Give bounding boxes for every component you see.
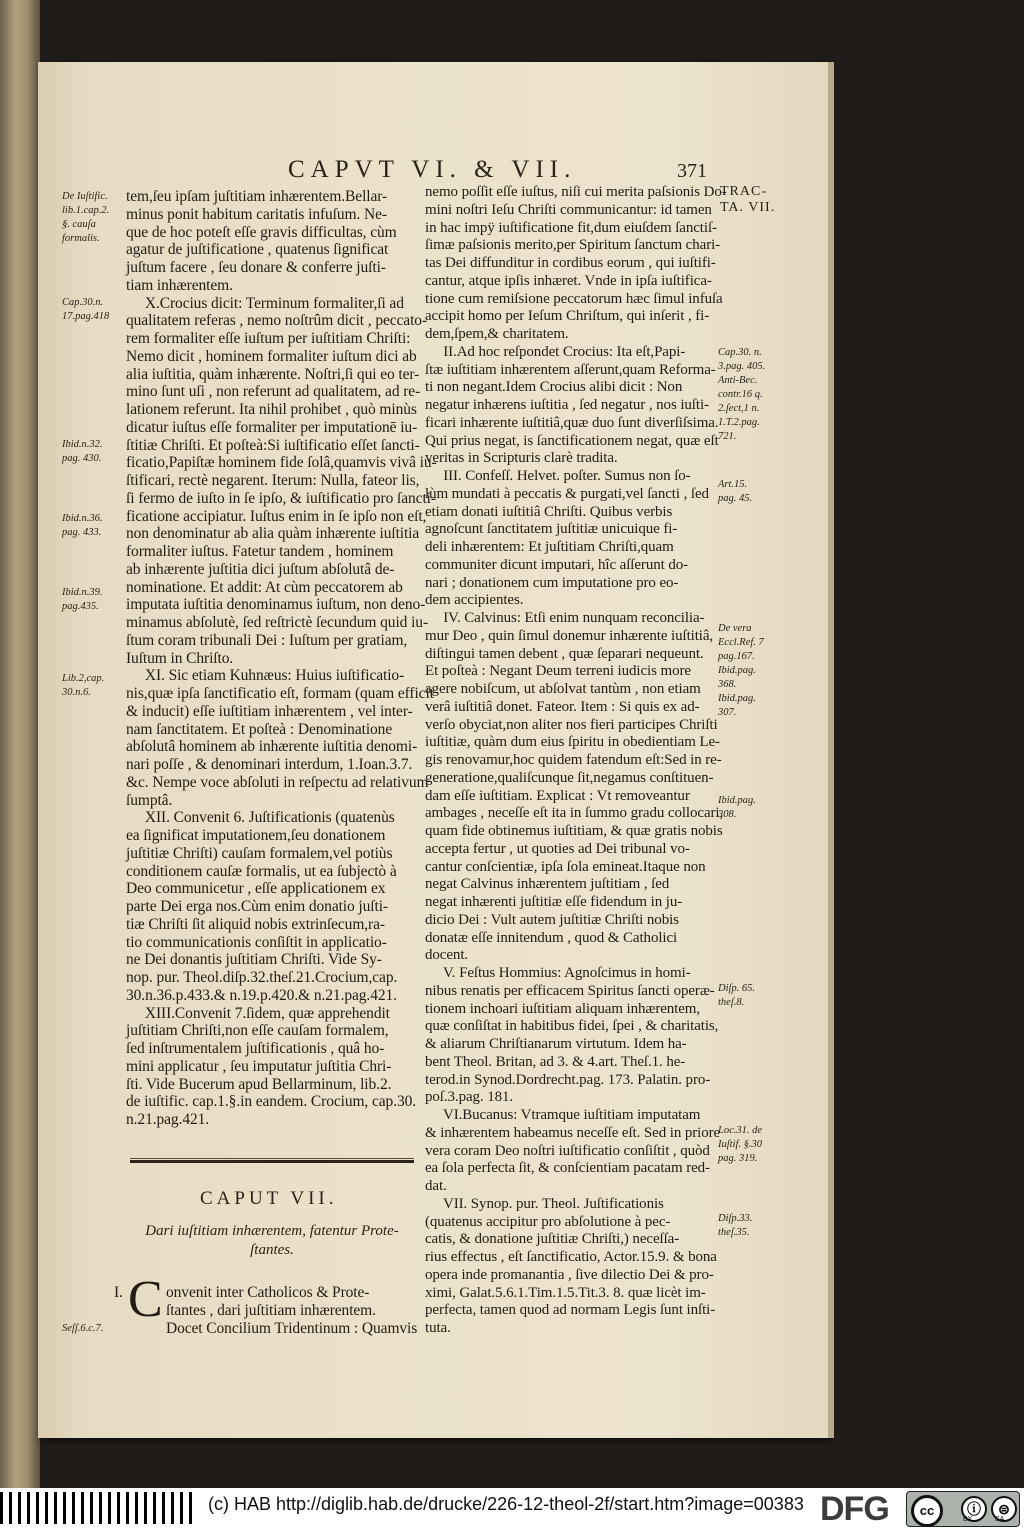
margin-note: Seſſ.6.c.7. [62, 1323, 104, 1334]
margin-note: De vera Eccl.Ref. 7 pag.167. Ibid.pag. 368. Ibid.pag. 307. [718, 623, 764, 718]
page-number: 371 [677, 160, 707, 182]
license-badge[interactable] [906, 1491, 1020, 1527]
margin-note: Ibid.pag. 308. [718, 795, 756, 820]
left-column-text: tem,ſeu ipſam juſtitiam inhærentem.Bellar- minus ponit habitum caritatis infuſum. Ne- que de hoc poteſt eſſe gravis difficultas, cùm agatur de juſtificatione , quatenus ſignificat juſtum facere , ſeu donare & conferre juſti- tiam inhærentem. X.Crocius dicit: Terminum formaliter,ſi ad qualitatem referas , nemo noſtrûm dicit , peccato- rem formaliter eſſe iuſtum per iuſtitiam Chriſti: Nemo dicit , hominem formaliter iuſtum dici ab alia iuſtitia, quàm inhærente. Noſtri,ſi qui eo ter- mino ſunt uſi , non referunt ad qualitatem, ad re- lationem referunt. Ita nihil prohibet , quò minùs dicatur iuſtus eſſe formaliter per imputationē iu- ſtitiæ Chriſti. Et poſteà:Si iuſtificatio eſſet ſancti- ficatio,Papiſtæ hominem fide ſolâ,quamvis vivâ iu- ſtificari, rectè negarent. Iterum: Nulla, fateor lis, ſi fermo de iuſto in ſe ipſo, & iuſtificatio pro ſancti- ficatione accipiatur. Iuſtus enim in ſe ipſo non eſt, non denominatur ab alia quàm inhærente iuſtitia formaliter iuſtus. Fatetur tandem , hominem ab inhærente juſtitia dici juſtum abſolutâ de- nominatione. Et addit: At cùm peccatorem ab imputata iuſtitia denominamus iuſtum, non deno- minamus abſolutè, ſed reſtrictè ſecundum quid iu- ſtum coram tribunali Dei : Iuſtum per gratiam, Iuſtum in Chriſto. XI. Sic etiam Kuhnæus: Huius iuſtificatio- nis,quæ ipſa ſanctificatio eſt, formam (quam efficit & inducit) eſſe iuſtitiam inhærentem , vel inter- nam ſanctitatem. Et poſteà : Denominatione abſolutâ hominem ab inhærente iuſtitia denomi- nari poſſe , & denominari interdum, 1.Ioan.3.7. &c. Nempe voce abſoluti in reſpectu ad relativum ſumptâ. XII. Convenit 6. Juſtificationis (quatenùs ea ſignificat imputationem,ſeu donationem juſtitiæ Chriſti) cauſam formalem,vel potiùs conditionem cauſæ formalis, ut ea ſubjectò à Deo communicetur , eſſe applicationem ex parte Dei erga nos.Cùm enim donatio juſti- tiæ Chriſti ſit aliquid nobis extrinſecum,ra- tio communicationis conſiſtit in applicatio- ne Dei donantis juſtitiam Chriſti. Vide Sy- nop. pur. Theol.diſp.32.theſ.21.Crocium,cap. 30.n.36.p.433.& n.19.p.420.& n.21.pag.421. XIII.Convenit 7.ſidem, quæ apprehendit juſtitiam Chriſti,non eſſe cauſam formalem, ſed inſtrumentalem juſtificationis , quâ ho- mini applicatur , ſeu imputatur juſtitia Chri- ſti. Vide Bucerum apud Bellarminum, lib.2. de iuſtific. cap.1.§.in eandem. Crocium, cap.30. n.21.pag.421. [126, 188, 437, 1128]
margin-note: Lib.2,cap. 30.n.6. [62, 673, 105, 698]
margin-note: Ibid.n.36. pag. 433. [62, 513, 103, 538]
by-label: BY [963, 1516, 973, 1523]
running-header: CAPVT VI. & VII. [288, 156, 577, 183]
margin-note: Cap.30.n. 17.pag.418 [62, 297, 110, 322]
chapter-subtitle: Dari iuſtitiam inhærentem, fatentur Prote- ſtantes. [145, 1223, 399, 1258]
margin-note: Ibid.n.32. pag. 430. [62, 439, 103, 464]
cc-icon: cc [911, 1495, 943, 1527]
by-icon: ⓘ [961, 1496, 987, 1522]
page-edge [828, 62, 834, 1438]
margin-note: De Iuſtific. lib.1.cap.2. §. cauſa formalis. [62, 191, 110, 244]
tractatus-label: TRAC- TA. VII. [720, 184, 776, 215]
margin-note: Diſp. 65. theſ.8. [718, 983, 756, 1008]
margin-note: Diſp.33. theſ.35. [718, 1213, 753, 1238]
paragraph-numeral: I. [114, 1284, 123, 1301]
scale-ruler [0, 1492, 195, 1524]
chapter-text: onvenit inter Catholicos & Prote- ſtantes , dari juſtitiam inhærentem. Docet Concilium Tridentinum : Quamvis [166, 1284, 418, 1337]
sa-icon: ⊜ [991, 1496, 1017, 1522]
drop-cap: C [128, 1271, 163, 1328]
right-column-text: nemo poſſit eſſe iuſtus, niſi cui merita paſsionis Do- mini noſtri Ieſu Chriſti communicantur: id tamen in hac impÿ iuſtificatione fit,dum eiuſdem ſanctiſ- ſimæ paſsionis merito,per Spiritum ſanctum chari- tas Dei diffunditur in cordibus eorum , qui iuſtifi- cantur, atque ipſis inhæret. Vnde in ipſa iuſtifica- tione cum remiſsione peccatorum hæc ſimul infuſa accipit homo per Ieſum Chriſtum, qui inſerit , fi- dem,ſpem,& charitatem. II.Ad hoc reſpondet Crocius: Ita eſt,Papi- ſtæ iuſtitiam inhærentem aſſerunt,quam Reforma- ti non negant.Idem Crocius alibi dicit : Non negatur inhærens iuſtitia , ſed negatur , nos iuſti- ficari inhærente iuſtitiâ,quæ duo ſunt diverſiſsima. Qui prius negat, is ſanctificationem negat, quæ eſt veritas in Scripturis clarè tradita. III. Confeſſ. Helvet. poſter. Sumus non ſo- lùm mundati à peccatis & purgati,vel ſancti , ſed etiam donati iuſtitiâ Chriſti. Quibus verbis agnoſcunt ſanctitatem juſtitiæ unicuique fi- deli inhærentem: Et juſtitiam Chriſti,quam communiter dicunt imputari, hîc aſſerunt do- nari ; donationem cum imputatione pro eo- dem accipientes. IV. Calvinus: Etſi enim nunquam reconcilia- mur Deo , quin ſimul donemur inhærente iuſtitiâ, diſtingui tamen debent , quæ ſeparari nequeunt. Et poſteà : Negant Deum terreni iudicis more agere nobiſcum, ut abſolvat tantùm , non etiam verâ iuſtitiâ donet. Fateor. Item : Si quis ex ad- verſo obyciat,non aliter nos fieri participes Chriſti iuſtitiæ, quàm dum eius ſpiritu in obedientiam Le- gis renovamur,hoc quidem fatendum eſt:Sed in re- generatione,qualiſcunque ſit,negamus conſtituen- dam eſſe iuſtitiam. Explicat : Vt removeantur ambages , neceſſe eſt ita in ſummo gradu collocari, quam fide obtinemus iuſtitiam, & quæ gratis nobis accepta fertur , ut quoties ad Dei tribunal vo- cantur conſcientiæ, ipſa ſola emineat.Itaque non negat Calvinus inhærentem juſtitiam , ſed negat inhærenti juſtitiæ eſſe fidendum in ju- dicio Dei : Vult autem juſtitiæ Chriſti nobis donatæ eſſe innitendum , quod & Catholici docent. V. Feſtus Hommius: Agnoſcimus in homi- nibus renatis per efficacem Spiritus ſancti operæ- tionem inchoari iuſtitiam aliquam inhærentem, quæ conſiſtat in habitibus fidei, ſpei , & charitatis, & aliarum Chriſtianarum virtutum. Idem ha- bent Theol. Britan, ad 3. & 4.art. Theſ.1. he- terod.in Synod.Dordrecht.pag. 173. Palatin. pro- poſ.3.pag. 181. VI.Bucanus: Vtramque iuſtitiam imputatam & inhærentem habeamus neceſſe eſt. Sed in priore vera coram Deo noſtri iuſtificatio conſiſtit , quòd ea ſola perfecta ſit, & conſcientiam pacatam red- dat. VII. Synop. pur. Theol. Juſtificationis (quatenus accipitur pro abſolutione à pec- catis, & donatione juſtitiæ Chriſti,) neceſſa- rius effectus , eſt ſanctificatio, Actor.15.9. & bona opera inde promanantia , ſive dilectio Dei & pro- ximi, Galat.5.6.1.Tim.1.5.Tit.3. 8. quæ licèt im- perfecta, tamen quod ad normam Legis ſunt inſti- tuta. [425, 184, 727, 1336]
copyright-link[interactable]: (c) HAB http://diglib.hab.de/drucke/226-12-theol-2f/start.htm?image=00383 [208, 1494, 804, 1514]
margin-note: Cap.30. n. 3.pag. 405. Anti-Bec. contr.16 q. 2.ſect,1 n. 1.T.2.pag. 721. [718, 347, 766, 442]
sa-label: SA [995, 1516, 1005, 1523]
margin-note: Art.15. pag. 45. [718, 479, 753, 504]
margin-note: Ibid.n.39. pag.435. [62, 587, 103, 612]
chapter-title: CAPUT VII. [200, 1188, 338, 1209]
margin-note: Loc.31. de Iuſtif. §.30 pag. 319. [718, 1125, 763, 1164]
dfg-logo[interactable]: DFG [820, 1490, 889, 1528]
left-page-edge [0, 0, 40, 1488]
section-rule [130, 1160, 414, 1163]
